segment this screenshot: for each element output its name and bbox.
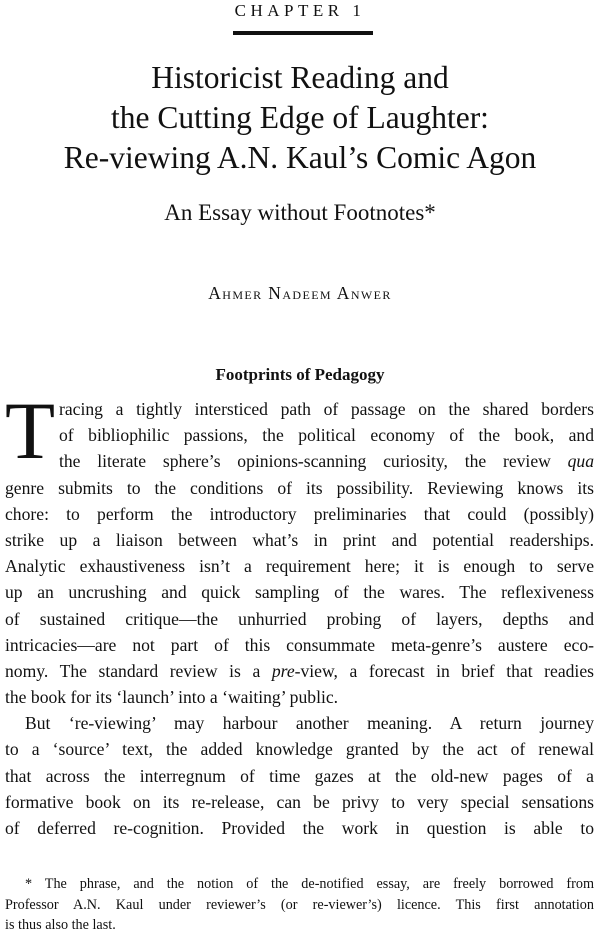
title-line: Historicist Reading and: [151, 60, 449, 95]
title-line: Re-viewing A.N. Kaul’s Comic Agon: [63, 140, 537, 175]
author-name: Ahmer Nadeem Anwer: [208, 283, 392, 303]
text-line: that across the interregnum of time gazes at the old-new pages of a: [5, 765, 594, 786]
footnote-line: is thus also the last.: [5, 917, 116, 933]
text-line: racing a tightly intersticed path of passage on the shared borders: [59, 399, 594, 419]
chapter-title: [0, 58, 600, 178]
text-line: of sustained critique—the unhurried probing of layers, depths and: [5, 608, 594, 629]
text-line: the book for its ‘launch’ into a ‘waiting’ public.: [5, 687, 339, 708]
footnote: [5, 874, 594, 936]
text-line: strike up a liaison between what’s in print and potential readerships.: [5, 529, 594, 550]
chapter-label: CHAPTER 1: [234, 1, 366, 20]
footnote-line: Professor A.N. Kaul under reviewer’s (or re-viewer’s) licence. This first annotation: [5, 896, 594, 913]
title-line: the Cutting Edge of Laughter:: [111, 100, 489, 135]
italic-term: qua: [567, 451, 594, 472]
text-line: of bibliophilic passions, the political economy of the book, and: [59, 425, 594, 446]
text-line: nomy. The standard review is a pre-view, a forecast in brief that readies: [5, 660, 594, 681]
body-text: [5, 385, 594, 841]
text-line: chore: to perform the introductory preliminaries that could (possibly): [5, 503, 594, 524]
text-line: genre submits to the conditions of its possibility. Reviewing knows its: [5, 477, 594, 498]
section-heading: Footprints of Pedagogy: [215, 365, 385, 384]
text-line: Analytic exhaustiveness isn’t a requirement here; it is enough to serve: [5, 556, 594, 577]
text-line: But ‘re-viewing’ may harbour another meaning. A return journey: [25, 713, 594, 734]
text-line: intricacies—are not part of this consummate meta-genre’s austere eco-: [5, 634, 594, 655]
text-line: the literate sphere’s opinions-scanning curiosity, the review qua: [59, 451, 594, 472]
text-line: up an uncrushing and quick sampling of the wares. The reflexiveness: [5, 582, 594, 603]
text-line: of deferred re-cognition. Provided the work in question is able to: [5, 818, 594, 838]
chapter-rule: [233, 31, 373, 35]
italic-term: pre: [271, 660, 295, 681]
text-line: formative book on its re-release, can be privy to very special sensations: [5, 791, 594, 812]
drop-cap: T: [5, 385, 56, 476]
text-line: to a ‘source’ text, the added knowledge granted by the act of renewal: [5, 739, 594, 760]
subtitle: An Essay without Footnotes*: [164, 200, 436, 225]
footnote-line: * The phrase, and the notion of the de-notified essay, are freely borrowed from: [25, 876, 594, 892]
